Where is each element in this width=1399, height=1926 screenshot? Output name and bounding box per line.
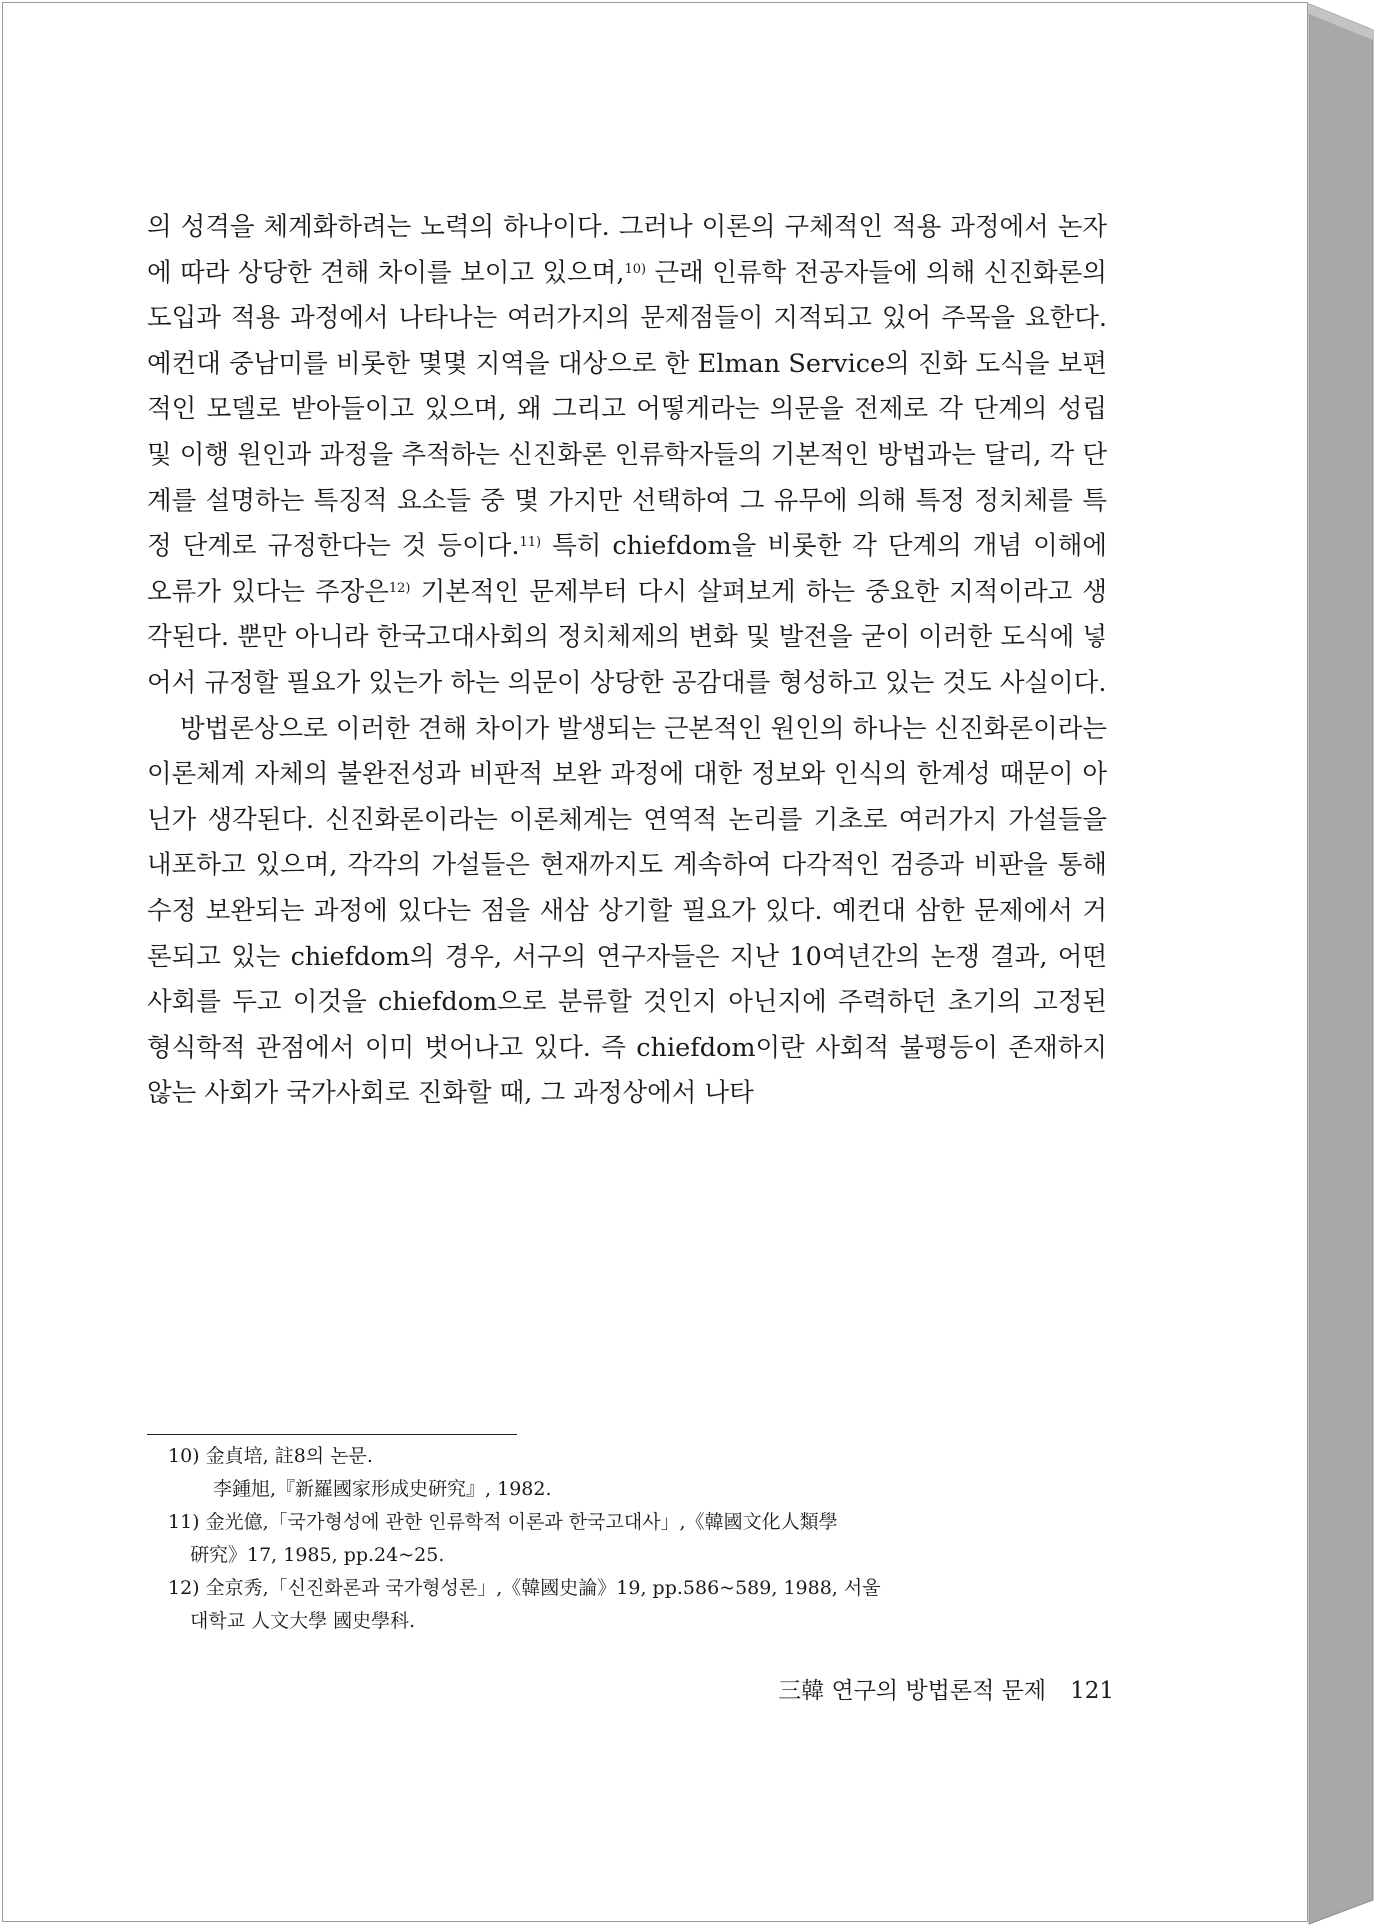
paragraph-1: [147, 205, 1107, 707]
paragraph-1-text-c: 특히 chiefdom을 비롯한 각 단계의 개념 이해에 오류가 있다는 주장은: [147, 531, 1108, 607]
paragraph-1-text-b: 근래 인류학 전공자들에 의해 신진화론의 도입과 적용 과정에서 나타나는 여러가지의 문제점들이 지적되고 있어 주목을 요한다. 예컨대 중남미를 비롯한 몇몇 지역을 대상으로 한 Elman Service의 진화 도식을 보편적인 모델로 받아들이고 있으며, 왜 그리고 어떻게라는 의문을 전제로 각 단계의 성립 및 이행 원인과 과정을 추적하는 신진화론 인류학자들의 기본적인 방법과는 달리, 각 단계를 설명하는 특징적 요소들 중 몇 가지만 선택하여 그 유무에 의해 특정 정치체를 특정 단계로 규정한다는 것 등이다.: [147, 257, 1107, 562]
footnote-12-continued: 대학교 人文大學 國史學科.: [190, 1610, 416, 1632]
footnotes: [168, 1440, 1108, 1638]
footnote-11-continued: 硏究》17, 1985, pp.24~25.: [190, 1544, 445, 1566]
footnote-10: 10) 金貞培, 註8의 논문.: [168, 1445, 373, 1467]
paragraph-1-text-d: 기본적인 문제부터 다시 살펴보게 하는 중요한 지적이라고 생각된다. 뿐만 아니라 한국고대사회의 정치체제의 변화 및 발전을 굳이 이러한 도식에 넣어서 규정할 필요가 있는가 하는 의문이 상당한 공감대를 형성하고 있는 것도 사실이다.: [147, 576, 1107, 698]
footnote-12: 12) 全京秀,「신진화론과 국가형성론」,《韓國史論》19, pp.586~589, 1988, 서울: [168, 1577, 881, 1599]
page-number: 121: [1070, 1678, 1114, 1704]
footnote-11: 11) 金光億,「국가형성에 관한 인류학적 이론과 한국고대사」,《韓國文化人類學: [168, 1511, 838, 1533]
paragraph-1-text-a: 의 성격을 체계화하려는 노력의 하나이다. 그러나 이론의 구체적인 적용 과정에서 논자에 따라 상당한 견해 차이를 보이고 있으며,: [147, 212, 1107, 288]
footnote-ref-10: 10): [624, 261, 647, 277]
running-footer: [700, 1672, 1114, 1705]
footnote-ref-12: 12): [388, 580, 411, 596]
footnote-divider: [147, 1434, 517, 1435]
body-text: [147, 205, 1107, 1117]
running-title: 三韓 연구의 방법론적 문제: [778, 1678, 1047, 1704]
footnote-ref-11: 11): [519, 535, 542, 551]
paragraph-2: 방법론상으로 이러한 견해 차이가 발생되는 근본적인 원인의 하나는 신진화론이라는 이론체계 자체의 불완전성과 비판적 보완 과정에 대한 정보와 인식의 한계성 때문이 아닌가 생각된다. 신진화론이라는 이론체계는 연역적 논리를 기초로 여러가지 가설들을 내포하고 있으며, 각각의 가설들은 현재까지도 계속하여 다각적인 검증과 비판을 통해 수정 보완되는 과정에 있다는 점을 새삼 상기할 필요가 있다. 예컨대 삼한 문제에서 거론되고 있는 chiefdom의 경우, 서구의 연구자들은 지난 10여년간의 논쟁 결과, 어떤 사회를 두고 이것을 chiefdom으로 분류할 것인지 아닌지에 주력하던 초기의 고정된 형식학적 관점에서 이미 벗어나고 있다. 즉 chiefdom이란 사회적 불평등이 존재하지 않는 사회가 국가사회로 진화할 때, 그 과정상에서 나타: [147, 713, 1108, 1109]
footnote-10-continued: 李鍾旭,『新羅國家形成史硏究』, 1982.: [213, 1478, 552, 1500]
